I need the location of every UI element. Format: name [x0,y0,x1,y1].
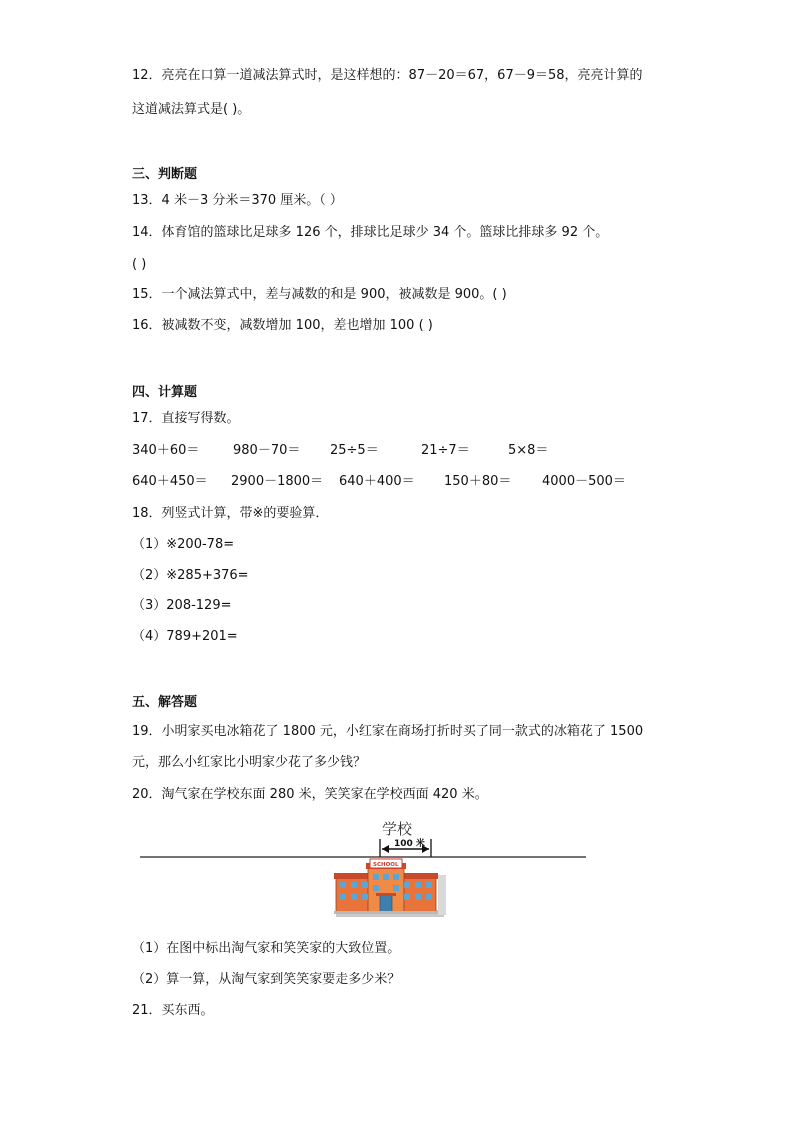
section5-title: 五、解答题 [132,695,198,710]
calc-item: 340＋60＝ [132,443,200,458]
school-map-svg [130,815,600,925]
q14-line2: ( ) [132,257,147,272]
q12-line2: 这道减法算式是( )。 [132,102,251,117]
q18-item: （2）※285+376= [132,568,249,583]
q18-item: （3）208-129= [132,598,232,613]
calc-item: 150＋80＝ [444,474,512,489]
calc-row-1 [132,442,652,460]
q16: 16．被减数不变，减数增加 100，差也增加 100 ( ) [132,318,433,333]
section4-title: 四、计算题 [132,385,198,400]
calc-item: 21÷7＝ [421,443,470,458]
q18-item: （1）※200-78= [132,537,235,552]
school-sign-text: SCHOOL [373,862,399,868]
scale-marker [380,837,431,857]
q20: 20．淘气家在学校东面 280 米，笑笑家在学校西面 420 米。 [132,787,488,802]
school-label: 学校 [382,820,413,838]
q19-line1: 19．小明家买电冰箱花了 1800 元，小红家在商场打折时买了同一款式的冰箱花了 1500 [132,724,644,739]
q18: 18．列竖式计算，带※的要验算． [132,506,329,521]
calc-item: 5×8＝ [508,443,549,458]
q12-line1: 12．亮亮在口算一道减法算式时，是这样想的：87－20＝67，67－9＝58，亮亮计算的 [132,68,643,83]
calc-item: 25÷5＝ [330,443,379,458]
school-building-icon [334,859,446,917]
q21: 21．买东西。 [132,1003,214,1018]
q15: 15．一个减法算式中，差与减数的和是 900，被减数是 900。( ) [132,287,507,302]
q19-line2: 元，那么小红家比小明家少花了多少钱？ [132,755,367,770]
calc-item: 2900－1800＝ [231,474,324,489]
school-map-figure [130,815,600,925]
scale-label: 100 米 [394,839,425,849]
q14-line1: 14．体育馆的篮球比足球多 126 个，排球比足球少 34 个。篮球比排球多 92 个。 [132,225,609,240]
calc-item: 640＋450＝ [132,474,208,489]
section3-title: 三、判断题 [132,167,198,182]
q13: 13．4 米－3 分米＝370 厘米。（ ） [132,193,343,208]
q17: 17．直接写得数。 [132,411,240,426]
calc-item: 4000－500＝ [542,474,626,489]
q20-sub1: （1）在图中标出淘气家和笑笑家的大致位置。 [132,941,401,956]
calc-item: 640＋400＝ [339,474,415,489]
q18-item: （4）789+201= [132,629,238,644]
q20-sub2: （2）算一算，从淘气家到笑笑家要走多少米？ [132,972,401,987]
calc-item: 980－70＝ [233,443,301,458]
calc-row-2 [132,473,652,491]
